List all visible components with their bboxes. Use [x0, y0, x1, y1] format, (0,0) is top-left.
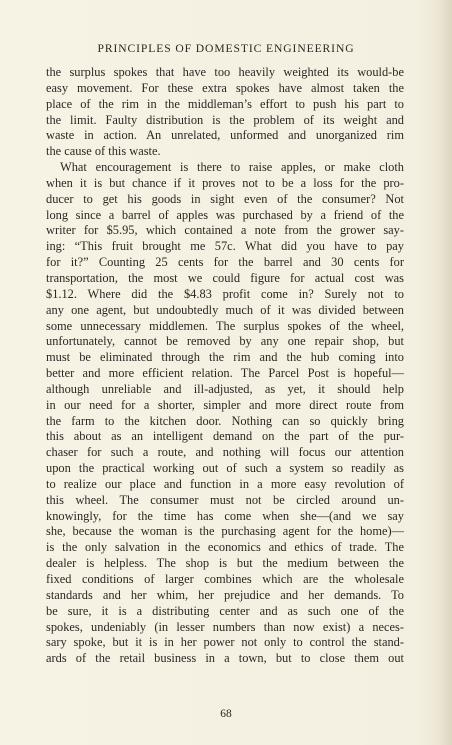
text-line: ducer to get his goods in sight even of the consumer? Not	[46, 191, 404, 206]
text-line: waste in action. An unrelated, unformed and unorganized rim	[46, 128, 404, 143]
running-head: PRINCIPLES OF DOMESTIC ENGINEERING	[97, 42, 355, 55]
text-line: standards and her whim, her prejudice and her demands. To	[46, 587, 404, 602]
text-line: ing: “This fruit brought me 57c. What did you have to pay	[46, 239, 404, 254]
text-line: be sure, it is a distributing center and as such one of the	[46, 603, 404, 618]
text-line: fixed conditions of larger combines which are the wholesale	[46, 572, 404, 586]
text-line: $1.12. Where did the $4.83 profit come in? Surely not to	[46, 286, 404, 301]
text-line: the cause of this waste.	[46, 144, 161, 159]
text-line: is the only salvation in the economics and ethics of trade. The	[46, 540, 404, 555]
text-line: must be eliminated through the rim and the hub coming into	[46, 350, 404, 365]
text-line: place of the rim in the middleman’s effort to push his part to	[46, 96, 404, 111]
text-line: any one agent, but undoubtedly much of it was divided between	[46, 302, 404, 317]
text-line: spokes, undeniably (in lesser numbers than now exist) a neces-	[46, 619, 404, 634]
text-line: unfortunately, cannot be removed by any one repair shop, but	[46, 334, 404, 349]
text-line: chaser for such a route, and nothing will focus our attention	[46, 445, 404, 460]
text-line: the surplus spokes that have too heavily weighted its would-be	[46, 65, 404, 79]
text-line: long since a barrel of apples was purchased by a friend of the	[46, 207, 404, 222]
text-line: writer for $5.95, which contained a note from the grower say-	[46, 223, 404, 238]
text-line: although unreliable and ill-adjusted, as yet, it should help	[46, 381, 404, 396]
text-line: to realize our place and function in a more easy revolution of	[46, 476, 404, 491]
text-line: the farm to the kitchen door. Nothing can so quickly bring	[46, 413, 404, 428]
text-line: some unnecessary middlemen. The surplus spokes of the wheel,	[46, 318, 404, 333]
text-line: knowingly, for the time has come when she—(and we say	[46, 508, 404, 523]
text-line: this about as an intelligent demand on the part of the pur-	[46, 429, 404, 444]
text-line: sary spoke, but it is in her power not only to control the stand-	[46, 635, 404, 650]
text-line: when it is but chance if it proves not to be a loss for the pro-	[46, 175, 404, 190]
text-line: transportation, the most we could figure for actual cost was	[46, 270, 404, 285]
text-line: What encouragement is there to raise apples, or make cloth	[60, 160, 404, 175]
text-line: upon the practical working out of such a system so readily as	[46, 461, 404, 476]
text-line: ards of the retail business in a town, but to close them out	[46, 651, 404, 666]
text-line: dealer is helpless. The shop is but the medium between the	[46, 556, 404, 571]
text-line: the limit. Faulty distribution is the problem of its weight and	[46, 112, 404, 127]
body-text	[46, 65, 404, 667]
page-number: 68	[220, 708, 232, 720]
text-line: better and more efficient relation. The Parcel Post is hopeful—	[46, 366, 404, 381]
text-line: for it?” Counting 25 cents for the barrel and 30 cents for	[46, 255, 404, 270]
text-line: this wheel. The consumer must not be circled around un-	[46, 492, 404, 507]
text-line: easy movement. For these extra spokes have almost taken the	[46, 80, 404, 95]
text-line: in our need for a shorter, simpler and more direct route from	[46, 397, 404, 412]
text-line: she, because the woman is the purchasing agent for the home)—	[46, 524, 404, 539]
